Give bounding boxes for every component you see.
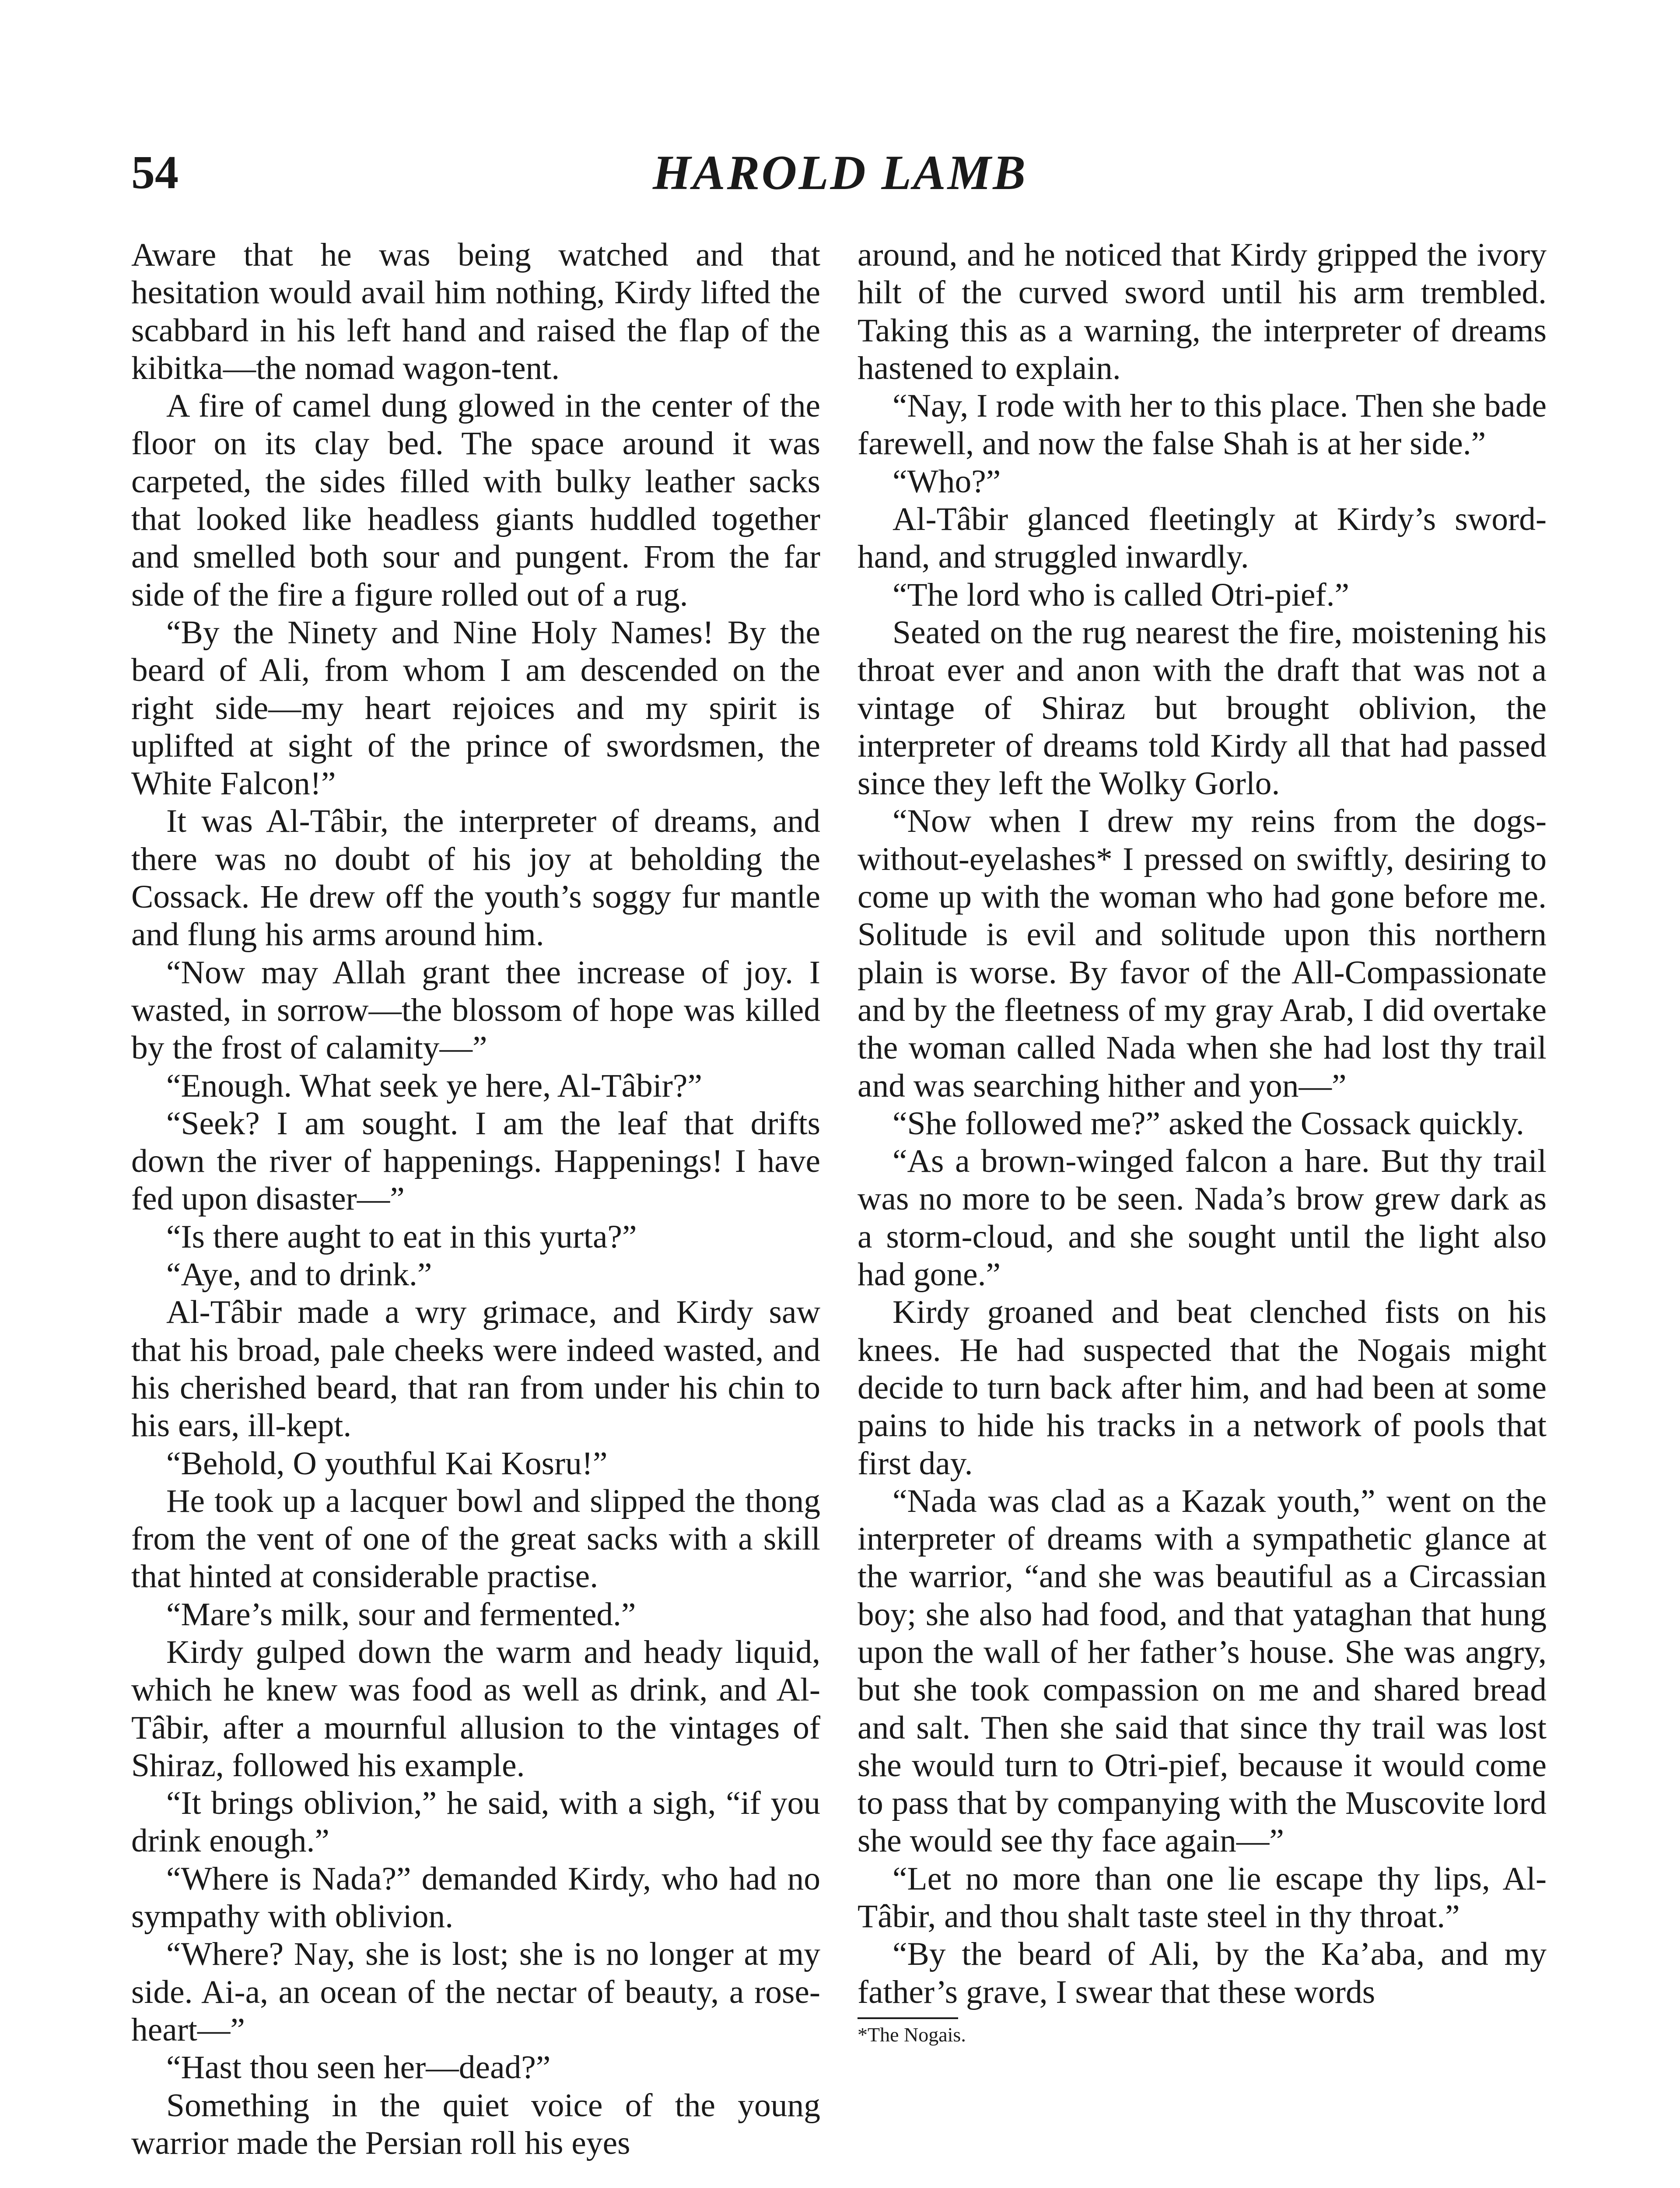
page-number: 54 xyxy=(131,147,178,199)
left-column xyxy=(131,236,820,2162)
footnote-rule xyxy=(858,2017,958,2019)
right-column xyxy=(858,236,1547,2047)
paragraph: “Seek? I am sought. I am the leaf that drifts down the river of happenings. Happenings! I have fed upon disaster—” xyxy=(131,1105,820,1217)
paragraph: “Is there aught to eat in this yurta?” xyxy=(166,1218,637,1255)
paragraph: “By the beard of Ali, by the Ka’aba, and my father’s grave, I swear that these words xyxy=(858,1936,1547,2010)
paragraph: “Who?” xyxy=(892,463,1001,500)
footnote: *The Nogais. xyxy=(858,2023,966,2046)
paragraph: “Let no more than one lie escape thy lips, Al-Tâbir, and thou shalt taste steel in thy throat.” xyxy=(858,1860,1547,1935)
paragraph: Seated on the rug nearest the fire, moistening his throat ever and anon with the draft that was not a vintage of Shiraz but brought oblivion, the interpreter of dreams told Kirdy all that had passed since they left the Wolky Gorlo. xyxy=(858,614,1547,802)
paragraph: “Enough. What seek ye here, Al-Tâbir?” xyxy=(166,1067,702,1104)
paragraph: “Where? Nay, she is lost; she is no longer at my side. Ai-a, an ocean of the nectar of beauty, a rose-heart—” xyxy=(131,1936,820,2048)
paragraph: “Hast thou seen her—dead?” xyxy=(166,2049,551,2086)
page-header xyxy=(131,140,1549,206)
paragraph: “Mare’s milk, sour and fermented.” xyxy=(166,1596,636,1633)
paragraph: “Nay, I rode with her to this place. Then she bade farewell, and now the false Shah is at her side.” xyxy=(858,388,1547,462)
paragraph: A fire of camel dung glowed in the center of the floor on its clay bed. The space around it was carpeted, the sides filled with bulky leather sacks that looked like headless giants huddled together and smelled both sour and pungent. From the far side of the fire a figure rolled out of a rug. xyxy=(131,388,820,613)
paragraph: “Now may Allah grant thee increase of joy. I wasted, in sorrow—the blossom of hope was killed by the frost of calamity—” xyxy=(131,954,820,1066)
paragraph: “Where is Nada?” demanded Kirdy, who had no sympathy with oblivion. xyxy=(131,1860,820,1935)
paragraph: “Behold, O youthful Kai Kosru!” xyxy=(166,1445,608,1482)
paragraph: Al-Tâbir made a wry grimace, and Kirdy saw that his broad, pale cheeks were indeed wasted, and his cherished beard, that ran from under his chin to his ears, ill-kept. xyxy=(131,1294,820,1444)
paragraph: “She followed me?” asked the Cossack quickly. xyxy=(892,1105,1524,1142)
paragraph: “It brings oblivion,” he said, with a sigh, “if you drink enough.” xyxy=(131,1785,820,1859)
paragraph: Kirdy gulped down the warm and heady liquid, which he knew was food as well as drink, and Al-Tâbir, after a mournful allusion to the vintages of Shiraz, followed his example. xyxy=(131,1634,820,1784)
paragraph: “As a brown-winged falcon a hare. But thy trail was no more to be seen. Nada’s brow grew dark as a storm-cloud, and she sought until the light also had gone.” xyxy=(858,1143,1547,1293)
paragraph: around, and he noticed that Kirdy gripped the ivory hilt of the curved sword until his arm trembled. Taking this as a warning, the interpreter of dreams hastened to explain. xyxy=(858,237,1547,386)
paragraph: Something in the quiet voice of the young warrior made the Persian roll his eyes xyxy=(131,2087,820,2161)
paragraph: “Nada was clad as a Kazak youth,” went on the interpreter of dreams with a sympathetic glance at the warrior, “and she was beautiful as a Circassian boy; she also had food, and that yataghan that hung upon the wall of her father’s house. She was angry, but she took compassion on me and shared bread and salt. Then she said that since thy trail was lost she would turn to Otri-pief, because it would come to pass that by companying with the Muscovite lord she would see thy face again—” xyxy=(858,1483,1547,1859)
paragraph: “Now when I drew my reins from the dogs-without-eyelashes* I pressed on swiftly, desiring to come up with the woman who had gone before me. Solitude is evil and solitude upon this northern plain is worse. By favor of the All-Compassionate and by the fleetness of my gray Arab, I did overtake the woman called Nada when she had lost thy trail and was searching hither and yon—” xyxy=(858,803,1547,1104)
paragraph: It was Al-Tâbir, the interpreter of dreams, and there was no doubt of his joy at beholding the Cossack. He drew off the youth’s soggy fur mantle and flung his arms around him. xyxy=(131,803,820,953)
paragraph: He took up a lacquer bowl and slipped the thong from the vent of one of the great sacks with a skill that hinted at considerable practise. xyxy=(131,1483,820,1595)
paragraph: Kirdy groaned and beat clenched fists on his knees. He had suspected that the Nogais might decide to turn back after him, and had been at some pains to hide his tracks in a network of pools that first day. xyxy=(858,1294,1547,1482)
paragraph: Al-Tâbir glanced fleetingly at Kirdy’s sword-hand, and struggled inwardly. xyxy=(858,501,1547,575)
paragraph: “By the Ninety and Nine Holy Names! By the beard of Ali, from whom I am descended on the right side—my heart rejoices and my spirit is uplifted at sight of the prince of swordsmen, the White Falcon!” xyxy=(131,614,820,802)
paragraph: “Aye, and to drink.” xyxy=(166,1256,432,1293)
paragraph: “The lord who is called Otri-pief.” xyxy=(892,576,1350,613)
paragraph: Aware that he was being watched and that hesitation would avail him nothing, Kirdy lifted the scabbard in his left hand and raised the flap of the kibitka—the nomad wagon-tent. xyxy=(131,237,820,386)
running-head: HAROLD LAMB xyxy=(652,146,1028,200)
